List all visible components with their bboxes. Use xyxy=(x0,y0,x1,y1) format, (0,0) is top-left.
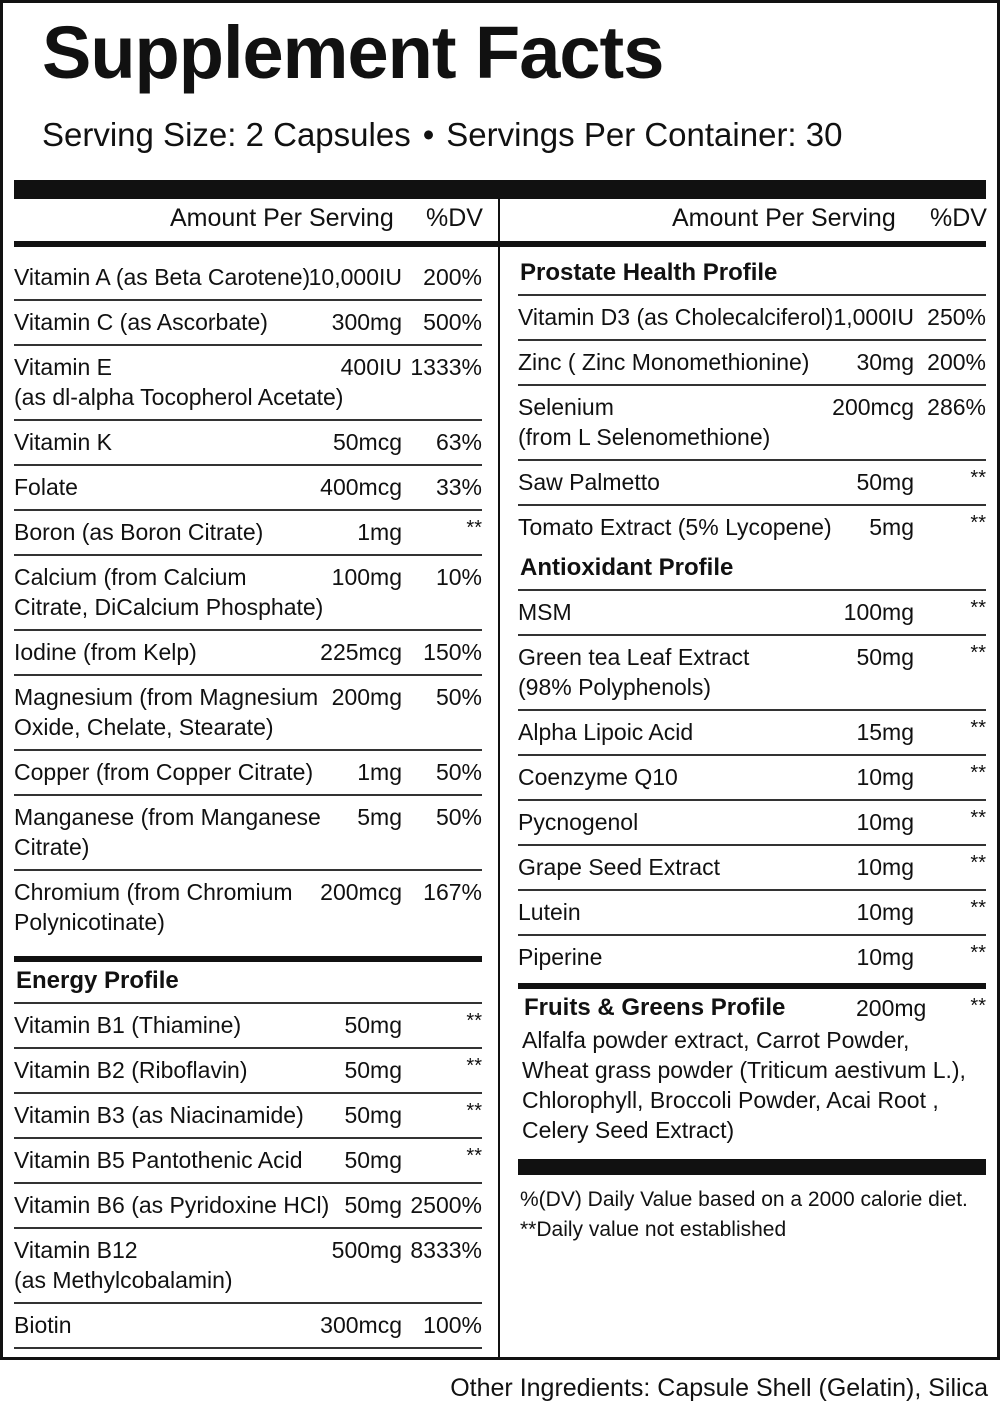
nutrient-row xyxy=(14,301,482,346)
nutrient-dv: 200% xyxy=(423,264,482,290)
fruits-profile-header xyxy=(518,989,986,1025)
stars-footnote: **Daily value not established xyxy=(520,1218,787,1241)
nutrient-dv: 200% xyxy=(927,349,986,375)
nutrient-dv: 2500% xyxy=(410,1192,482,1218)
nutrient-amount: 50mg xyxy=(344,1102,402,1128)
nutrient-amount: 10mg xyxy=(856,944,914,970)
nutrient-dv: 100% xyxy=(423,1312,482,1338)
nutrient-dv: 33% xyxy=(435,474,482,500)
nutrient-row xyxy=(518,341,986,386)
nutrient-name: Vitamin B2 (Riboflavin) xyxy=(14,1057,248,1083)
nutrient-row xyxy=(518,891,986,936)
nutrient-amount: 1,000IU xyxy=(833,304,914,330)
nutrient-row xyxy=(14,751,482,796)
nutrient-amount: 15mg xyxy=(856,719,914,745)
nutrient-dv: 1333% xyxy=(410,354,482,380)
nutrient-row xyxy=(518,591,986,636)
nutrient-row xyxy=(14,421,482,466)
antioxidant-nutrient-list xyxy=(518,591,986,979)
nutrient-row xyxy=(14,466,482,511)
nutrient-name: Vitamin B5 Pantothenic Acid xyxy=(14,1147,303,1173)
nutrient-amount: 10mg xyxy=(856,764,914,790)
nutrient-row xyxy=(14,631,482,676)
nutrient-dv: ** xyxy=(970,942,986,964)
prostate-profile-title: Prostate Health Profile xyxy=(518,254,986,296)
nutrient-row xyxy=(518,461,986,506)
nutrient-name: Vitamin A (as Beta Carotene) xyxy=(14,264,311,290)
nutrient-name: Vitamin C (as Ascorbate) xyxy=(14,309,268,335)
nutrient-amount: 50mg xyxy=(344,1192,402,1218)
servings-per-container: Servings Per Container: 30 xyxy=(446,116,843,153)
nutrient-dv: 63% xyxy=(435,429,482,455)
nutrient-amount: 50mg xyxy=(856,469,914,495)
nutrient-name: Green tea Leaf Extract (98% Polyphenols) xyxy=(518,644,750,700)
nutrient-row xyxy=(14,1004,482,1049)
nutrient-row xyxy=(518,711,986,756)
nutrient-name: Alpha Lipoic Acid xyxy=(518,719,694,745)
nutrient-amount: 5mg xyxy=(357,804,402,830)
footnote-thick-divider xyxy=(518,1159,986,1175)
nutrient-dv: ** xyxy=(970,852,986,874)
nutrient-dv: 50% xyxy=(435,759,482,785)
nutrient-name: Vitamin E (as dl-alpha Tocopherol Acetate) xyxy=(14,354,344,410)
nutrient-row xyxy=(14,1304,482,1349)
nutrient-amount: 200mcg xyxy=(320,879,402,905)
nutrient-amount: 50mg xyxy=(344,1057,402,1083)
nutrient-amount: 200mcg xyxy=(832,394,914,420)
nutrient-name: Piperine xyxy=(518,944,603,970)
nutrient-name: Iodine (from Kelp) xyxy=(14,639,197,665)
nutrient-dv: 286% xyxy=(927,394,986,420)
nutrient-dv: ** xyxy=(466,517,482,539)
nutrient-dv: ** xyxy=(466,1100,482,1122)
other-ingredients: Other Ingredients: Capsule Shell (Gelatin), Silica xyxy=(450,1374,988,1402)
nutrient-name: Vitamin B3 (as Niacinamide) xyxy=(14,1102,304,1128)
left-dv-header: %DV xyxy=(426,204,483,232)
column-divider xyxy=(498,198,500,1357)
energy-nutrient-list xyxy=(14,1004,482,1349)
nutrient-row xyxy=(14,676,482,751)
nutrient-name: Tomato Extract (5% Lycopene) xyxy=(518,514,832,540)
nutrient-amount: 10mg xyxy=(856,809,914,835)
nutrient-name: MSM xyxy=(518,599,572,625)
right-dv-header: %DV xyxy=(930,204,987,232)
nutrient-row xyxy=(14,1139,482,1184)
nutrient-name: Vitamin B6 (as Pyridoxine HCl) xyxy=(14,1192,330,1218)
left-amount-header: Amount Per Serving xyxy=(170,204,394,232)
nutrient-row xyxy=(14,511,482,556)
nutrient-name: Magnesium (from Magnesium Oxide, Chelate, Stearate) xyxy=(14,684,319,740)
nutrient-name: Zinc ( Zinc Monomethionine) xyxy=(518,349,810,375)
serving-size: Serving Size: 2 Capsules xyxy=(42,116,411,153)
nutrient-row xyxy=(14,1049,482,1094)
nutrient-dv: ** xyxy=(466,1010,482,1032)
nutrient-amount: 50mg xyxy=(344,1147,402,1173)
nutrient-row xyxy=(518,296,986,341)
nutrient-name: Calcium (from Calcium Citrate, DiCalcium Phosphate) xyxy=(14,564,324,620)
nutrient-row xyxy=(14,1229,482,1304)
nutrient-row xyxy=(14,1094,482,1139)
nutrient-amount: 100mg xyxy=(843,599,914,625)
nutrient-amount: 300mcg xyxy=(320,1312,402,1338)
nutrient-amount: 100mg xyxy=(331,564,402,590)
nutrient-row xyxy=(518,936,986,979)
nutrient-name: Selenium (from L Selenomethione) xyxy=(518,394,771,450)
nutrient-name: Lutein xyxy=(518,899,581,925)
nutrient-name: Biotin xyxy=(14,1312,72,1338)
nutrient-name: Vitamin D3 (as Cholecalciferol) xyxy=(518,304,834,330)
nutrient-name: Grape Seed Extract xyxy=(518,854,720,880)
nutrient-name: Vitamin B1 (Thiamine) xyxy=(14,1012,242,1038)
nutrient-row xyxy=(518,506,986,549)
nutrient-amount: 30mg xyxy=(856,349,914,375)
nutrient-dv: 50% xyxy=(435,684,482,710)
nutrient-row xyxy=(14,556,482,631)
nutrient-amount: 50mg xyxy=(344,1012,402,1038)
nutrient-name: Folate xyxy=(14,474,78,500)
left-column xyxy=(14,256,482,1349)
top-thick-divider xyxy=(14,180,986,199)
nutrient-row xyxy=(518,846,986,891)
right-amount-header: Amount Per Serving xyxy=(672,204,896,232)
energy-profile-title: Energy Profile xyxy=(14,962,482,1004)
nutrient-dv: 8333% xyxy=(410,1237,482,1263)
page-title: Supplement Facts xyxy=(42,11,664,94)
nutrient-dv: 50% xyxy=(435,804,482,830)
nutrient-amount: 200mg xyxy=(331,684,402,710)
nutrient-dv: ** xyxy=(970,597,986,619)
nutrient-dv: ** xyxy=(970,717,986,739)
nutrient-row xyxy=(518,636,986,711)
nutrient-name: Saw Palmetto xyxy=(518,469,660,495)
nutrient-name: Boron (as Boron Citrate) xyxy=(14,519,264,545)
left-header-divider xyxy=(14,241,498,247)
separator-dot: • xyxy=(422,116,435,153)
antioxidant-profile-title: Antioxidant Profile xyxy=(518,549,986,591)
nutrient-dv: 250% xyxy=(927,304,986,330)
right-header-divider xyxy=(500,241,986,247)
nutrient-row xyxy=(518,386,986,461)
nutrient-amount: 500mg xyxy=(331,1237,402,1263)
nutrient-dv: ** xyxy=(970,512,986,534)
left-nutrient-list xyxy=(14,256,482,944)
nutrient-amount: 10mg xyxy=(856,899,914,925)
nutrient-amount: 1mg xyxy=(357,519,402,545)
fruits-ingredients: Alfalfa powder extract, Carrot Powder, Wheat grass powder (Triticum aestivum L.), Chlorophyll, Broccoli Powder, Acai Root , Celery Seed Extract) xyxy=(522,1027,966,1143)
nutrient-row xyxy=(14,346,482,421)
nutrient-name: Copper (from Copper Citrate) xyxy=(14,759,314,785)
nutrient-dv: ** xyxy=(970,467,986,489)
dv-footnote: %(DV) Daily Value based on a 2000 calorie diet. xyxy=(520,1188,968,1211)
nutrient-name: Vitamin K xyxy=(14,429,113,455)
nutrient-amount: 50mg xyxy=(856,644,914,670)
nutrient-amount: 1mg xyxy=(357,759,402,785)
fruits-profile-dv: ** xyxy=(970,995,986,1017)
energy-thick-divider xyxy=(14,956,482,962)
nutrient-amount: 50mcg xyxy=(332,429,402,455)
nutrient-name: Chromium (from Chromium Polynicotinate) xyxy=(14,879,293,935)
nutrient-dv: 150% xyxy=(423,639,482,665)
serving-info xyxy=(42,116,842,154)
nutrient-amount: 225mcg xyxy=(320,639,402,665)
nutrient-row xyxy=(518,801,986,846)
nutrient-dv: ** xyxy=(970,807,986,829)
nutrient-dv: 10% xyxy=(435,564,482,590)
nutrient-row xyxy=(14,1184,482,1229)
nutrient-name: Pycnogenol xyxy=(518,809,639,835)
nutrient-amount: 10mg xyxy=(856,854,914,880)
prostate-nutrient-list xyxy=(518,296,986,549)
right-column xyxy=(518,254,986,1245)
nutrient-amount: 300mg xyxy=(331,309,402,335)
nutrient-dv: ** xyxy=(970,762,986,784)
nutrient-amount: 400mcg xyxy=(320,474,402,500)
nutrient-row xyxy=(14,796,482,871)
fruits-profile-amount: 200mg xyxy=(856,995,927,1021)
nutrient-dv: 167% xyxy=(423,879,482,905)
nutrient-dv: ** xyxy=(970,897,986,919)
nutrient-row xyxy=(14,256,482,301)
nutrient-amount: 5mg xyxy=(869,514,914,540)
nutrient-amount: 400IU xyxy=(340,354,402,380)
nutrient-row xyxy=(518,756,986,801)
nutrient-dv: ** xyxy=(466,1055,482,1077)
nutrient-amount: 10,000IU xyxy=(308,264,402,290)
nutrient-name: Coenzyme Q10 xyxy=(518,764,678,790)
nutrient-row xyxy=(14,871,482,944)
nutrient-name: Vitamin B12 (as Methylcobalamin) xyxy=(14,1237,233,1293)
nutrient-name: Manganese (from Manganese Citrate) xyxy=(14,804,321,860)
fruits-profile-title: Fruits & Greens Profile xyxy=(524,994,786,1021)
nutrient-dv: ** xyxy=(466,1145,482,1167)
nutrient-dv: 500% xyxy=(423,309,482,335)
nutrient-dv: ** xyxy=(970,642,986,664)
